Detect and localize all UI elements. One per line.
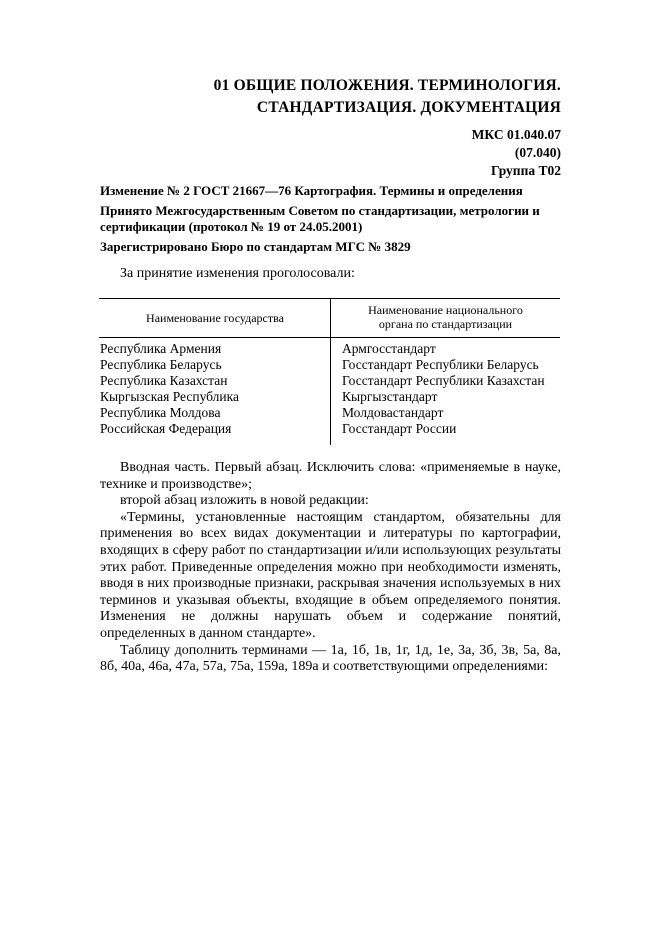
adopted-line1: Принято Межгосударственным Советом по стандартизации, метрологии и [100,203,540,218]
mks-code: МКС 01.040.07 [471,127,561,142]
registered-line: Зарегистрировано Бюро по стандартам МГС № 3829 [100,239,411,254]
table-cell-body: Госстандарт Республики Беларусь [342,357,539,372]
paragraph-intro-change: Вводная часть. Первый абзац. Исключить слова: «применяемые в науке, технике и производстве»; [100,460,561,492]
paragraph-quoted-definition: «Термины, установленные настоящим стандартом, обязательны для применения во всех видах документации и литературы по картографии, входящих в сферу работ по стандартизации и/или использующих результаты этих работ. Приведенные определения можно при необходимости изменять, вводя в них производные признаки, раскрывая значения используемых в них терминов и указывая объекты, входящие в объем определяемого понятия. Изменения не должны нарушать объем и содержание понятий, определенных в данном стандарте». [100,509,561,641]
section-heading-line2: СТАНДАРТИЗАЦИЯ. ДОКУМЕНТАЦИЯ [256,99,561,116]
table-cell-body: Госстандарт России [342,421,457,436]
change-title: Изменение № 2 ГОСТ 21667—76 Картография. Термины и определения [100,183,523,198]
group-code: Группа Т02 [490,163,561,178]
body-text [100,460,561,676]
vote-intro: За принятие изменения проголосовали: [120,266,355,281]
table-cell-state: Российская Федерация [100,421,232,436]
table-header-body-line2: органа по стандартизации [378,317,513,331]
table-cell-state: Кыргызская Республика [100,389,239,404]
table-header-body-line1: Наименование национального [368,303,523,317]
table-cell-state: Республика Казахстан [100,373,228,388]
table-cell-body: Госстандарт Республики Казахстан [342,373,545,388]
table-cell-state: Республика Беларусь [100,357,222,372]
table-cell-body: Кыргызстандарт [342,389,438,404]
adopted-line2: сертификации (протокол № 19 от 24.05.2001) [100,219,363,234]
paragraph-second-abzac: второй абзац изложить в новой редакции: [120,493,369,509]
section-heading-line1: 01 ОБЩИЕ ПОЛОЖЕНИЯ. ТЕРМИНОЛОГИЯ. [213,77,561,94]
table-cell-body: Молдовастандарт [342,405,444,420]
table-cell-state: Республика Молдова [100,405,221,420]
paragraph-table-addition: Таблицу дополнить терминами — 1а, 1б, 1в, 1г, 1д, 1е, 3а, 3б, 3в, 5а, 8а, 8б, 40а, 46а, 47а, 57а, 75а, 159а, 189а и соответствующими определениями: [100,642,561,675]
table-cell-body: Армгосстандарт [342,341,436,356]
table-cell-state: Республика Армения [100,341,222,356]
table-header-state: Наименование государства [146,311,284,325]
mks-subcode: (07.040) [514,145,561,160]
